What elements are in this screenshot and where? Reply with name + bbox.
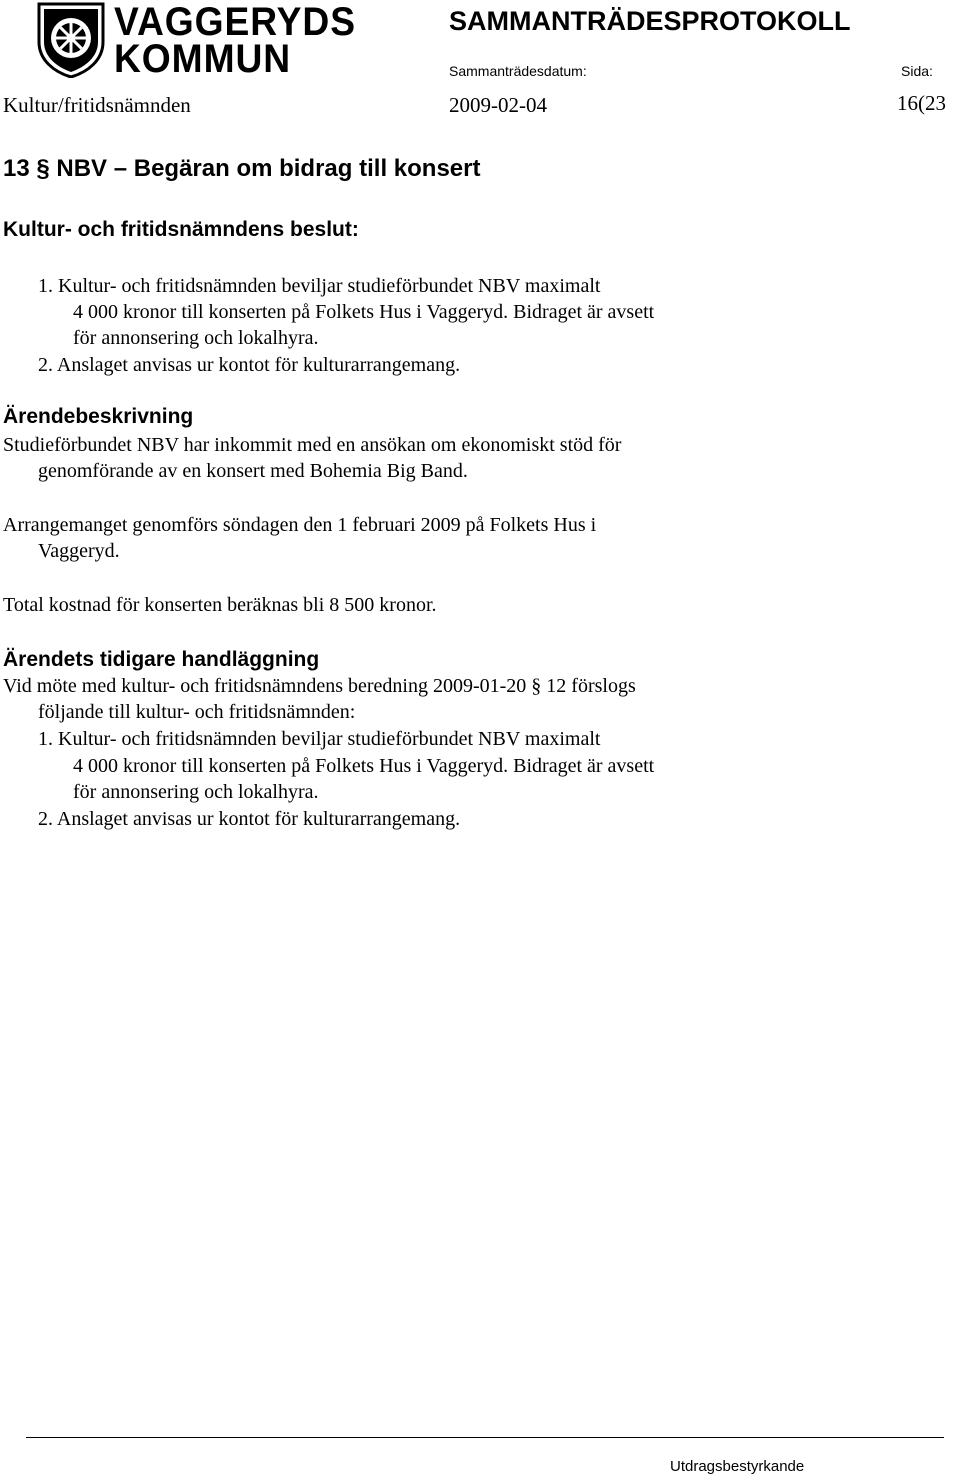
date-label: Sammanträdesdatum:: [449, 63, 587, 79]
decision-line: för annonsering och lokalhyra.: [73, 327, 319, 349]
description-line: Vaggeryd.: [38, 540, 120, 562]
committee-name: Kultur/fritidsnämnden: [3, 93, 191, 117]
footer-divider: [26, 1437, 944, 1438]
coat-of-arms-icon: [36, 2, 106, 78]
description-heading: Ärendebeskrivning: [3, 405, 194, 428]
municipality-logo: [36, 0, 356, 81]
item-title: 13 § NBV – Begäran om bidrag till konsert: [3, 155, 481, 182]
history-line: 4 000 kronor till konserten på Folkets Hus i Vaggeryd. Bidraget är avsett: [73, 755, 655, 777]
history-line: 2. Anslaget anvisas ur kontot för kulturarrangemang.: [38, 808, 461, 830]
decision-line: 2. Anslaget anvisas ur kontot för kulturarrangemang.: [38, 354, 461, 376]
history-line: 1. Kultur- och fritidsnämnden beviljar studieförbundet NBV maximalt: [38, 728, 601, 750]
document-type: SAMMANTRÄDESPROTOKOLL: [449, 6, 851, 36]
description-line: Studieförbundet NBV har inkommit med en ansökan om ekonomiskt stöd för: [3, 434, 622, 456]
footer-certification-label: Utdragsbestyrkande: [670, 1458, 805, 1475]
history-line: följande till kultur- och fritidsnämnden:: [38, 701, 356, 723]
logo-wordmark-line2: KOMMUN: [114, 37, 292, 81]
history-heading: Ärendets tidigare handläggning: [3, 648, 320, 671]
page-label: Sida:: [901, 63, 933, 79]
description-line: genomförande av en konsert med Bohemia Big Band.: [38, 460, 468, 482]
page-number: 16(23: [897, 91, 946, 115]
logo-wordmark-line1: VAGGERYDS: [114, 0, 356, 44]
decision-heading: Kultur- och fritidsnämndens beslut:: [3, 218, 359, 241]
decision-line: 4 000 kronor till konserten på Folkets Hus i Vaggeryd. Bidraget är avsett: [73, 301, 655, 323]
description-line: Arrangemanget genomförs söndagen den 1 februari 2009 på Folkets Hus i: [3, 514, 597, 536]
decision-line: 1. Kultur- och fritidsnämnden beviljar studieförbundet NBV maximalt: [38, 275, 601, 297]
description-line: Total kostnad för konserten beräknas bli 8 500 kronor.: [3, 594, 437, 616]
history-line: Vid möte med kultur- och fritidsnämndens beredning 2009-01-20 § 12 förslogs: [3, 675, 636, 697]
history-line: för annonsering och lokalhyra.: [73, 781, 319, 803]
meeting-date: 2009-02-04: [449, 93, 547, 117]
